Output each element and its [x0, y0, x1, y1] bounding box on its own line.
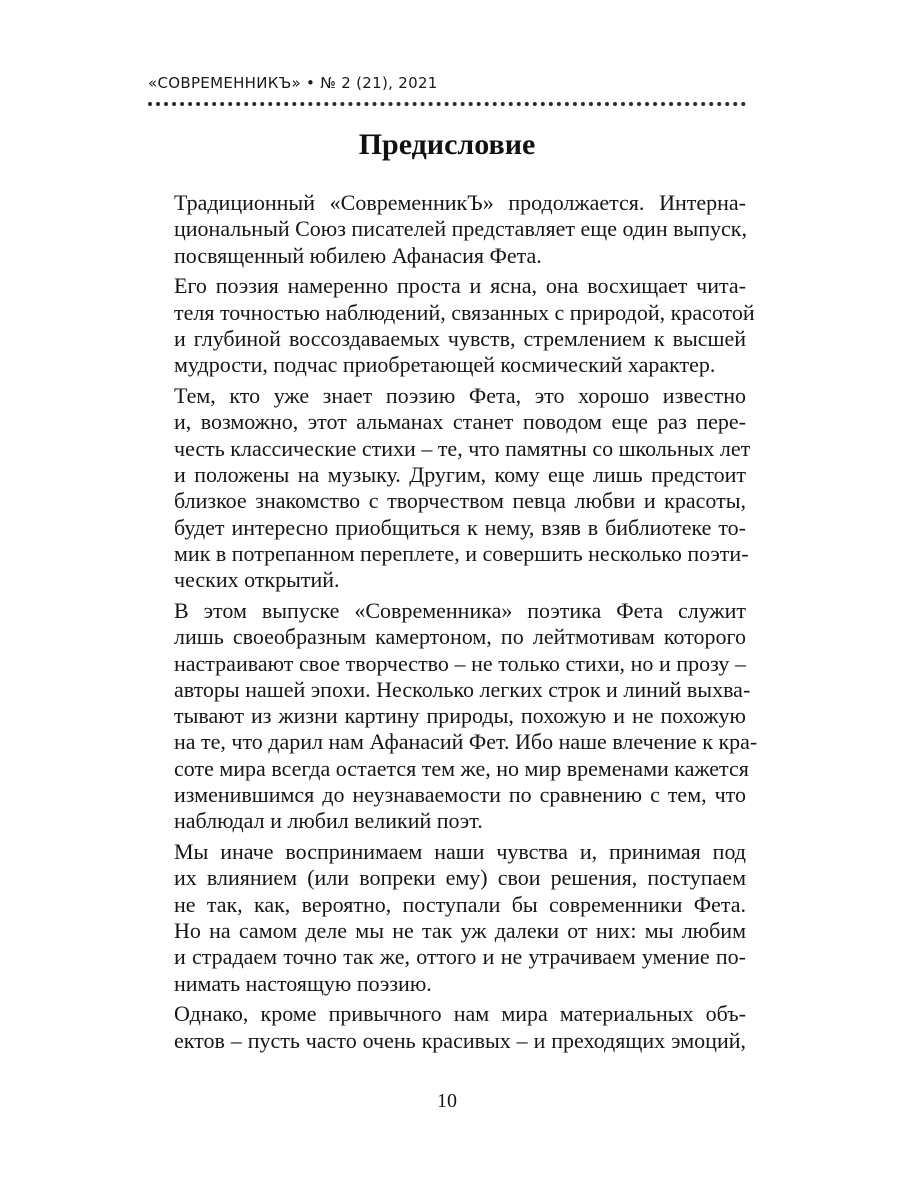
text-line: Его поэзия намеренно проста и ясна, она восхищает чита- — [174, 273, 746, 299]
text-line: теля точностью наблюдений, связанных с природой, красотой — [174, 299, 755, 325]
text-line: мик в потрепанном переплете, и совершить несколько поэти- — [174, 540, 749, 566]
text-line: честь классические стихи – те, что памятны со школьных лет — [174, 435, 751, 461]
text-line: посвященный юбилею Афанасия Фета. — [174, 242, 542, 268]
text-line: Традиционный «СовременникЪ» продолжается. Интерна- — [174, 190, 746, 215]
paragraph — [148, 1001, 746, 1054]
text-line: будет интересно приобщиться к нему, взяв в библиотеке то- — [174, 514, 746, 540]
text-line: и глубиной воссоздаваемых чувств, стремлением к высшей — [174, 325, 746, 351]
text-line: их влиянием (или вопреки ему) свои решения, поступаем — [174, 865, 746, 891]
text-line: и, возможно, этот альманах станет поводом еще раз пере- — [174, 409, 746, 435]
text-line: и страдаем точно так же, оттого и не утрачиваем умение по- — [174, 944, 746, 970]
text-line: изменившимся до неузнаваемости по сравнению с тем, что — [174, 782, 746, 808]
text-line: тывают из жизни картину природы, похожую и не похожую — [174, 703, 746, 729]
text-line: ческих открытий. — [174, 567, 340, 593]
text-line: близкое знакомство с творчеством певца любви и красоты, — [174, 488, 746, 514]
text-line: В этом выпуске «Современника» поэтика Фета служит — [174, 597, 746, 623]
paragraph — [148, 383, 751, 593]
text-line: и положены на музыку. Другим, кому еще лишь предстоит — [174, 461, 746, 487]
running-head: «СОВРЕМЕННИКЪ» • № 2 (21), 2021 — [148, 74, 438, 92]
text-line: авторы нашей эпохи. Несколько легких строк и линий выхва- — [174, 676, 751, 702]
text-line: Однако, кроме привычного нам мира материальных объ- — [174, 1001, 746, 1027]
text-line: Мы иначе воспринимаем наши чувства и, принимая под — [174, 839, 746, 865]
text-line: лишь своеобразным камертоном, по лейтмотивам которого — [174, 624, 746, 650]
text-line: ектов – пусть часто очень красивых – и преходящих эмоций, — [174, 1027, 746, 1053]
text-line: Но на самом деле мы не так уж далеки от них: мы любим — [174, 918, 746, 944]
text-line: соте мира всегда остается тем же, но мир временами кажется — [174, 755, 749, 781]
text-line: Тем, кто уже знает поэзию Фета, это хорошо известно — [174, 383, 746, 409]
paragraph — [148, 190, 746, 269]
text-line: на те, что дарил нам Афанасий Фет. Ибо наше влечение к кра- — [174, 729, 758, 755]
page-number: 10 — [437, 1090, 457, 1112]
paragraph — [148, 597, 758, 835]
page-title: Предисловие — [358, 128, 536, 161]
dotted-divider — [148, 102, 746, 106]
text-line: нимать настоящую поэзию. — [174, 970, 432, 996]
paragraph — [148, 839, 746, 997]
paragraph — [148, 273, 755, 378]
text-line: наблюдал и любил великий поэт. — [174, 808, 483, 834]
body-text — [148, 190, 758, 1059]
text-line: циональный Союз писателей представляет еще один выпуск, — [174, 216, 747, 242]
text-line: мудрости, подчас приобретающей космический характер. — [174, 352, 716, 378]
text-line: не так, как, вероятно, поступали бы современники Фета. — [174, 891, 746, 917]
text-line: настраивают свое творчество – не только стихи, но и прозу – — [174, 650, 746, 676]
